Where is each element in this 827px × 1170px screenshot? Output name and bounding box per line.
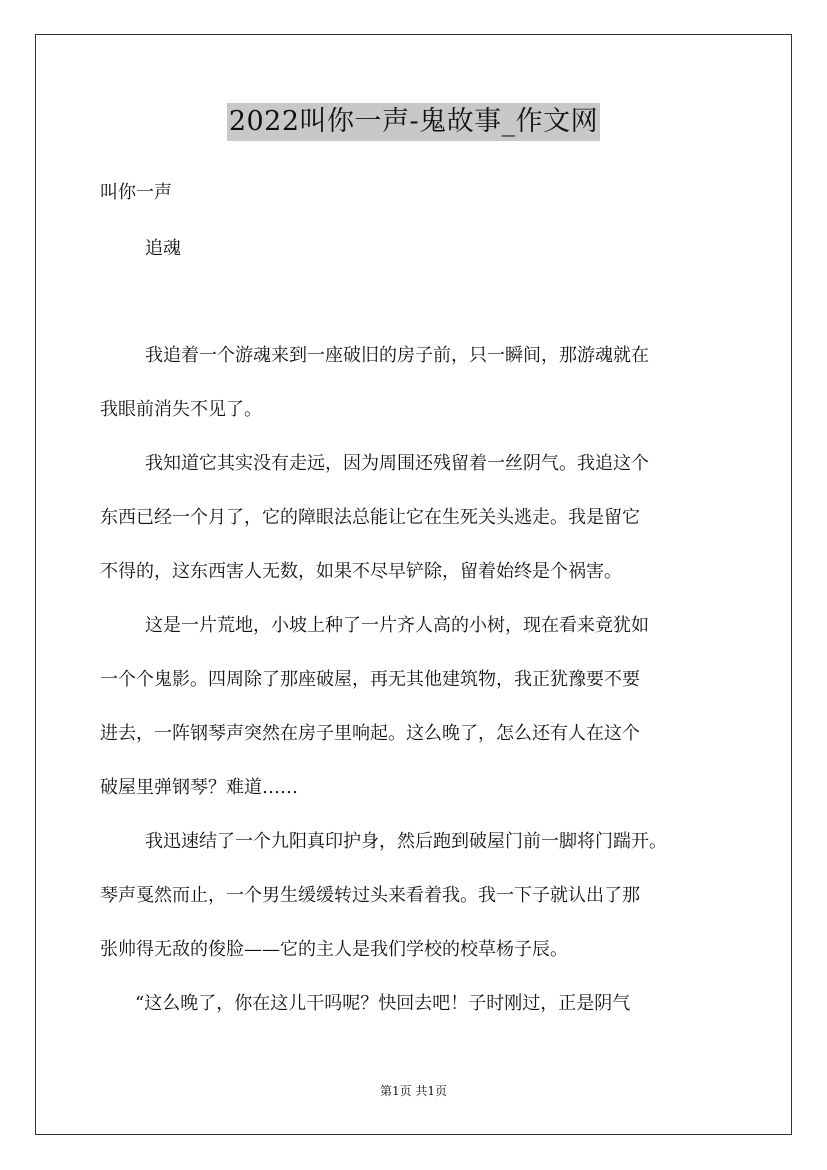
body-line: 这是一片荒地，小坡上种了一片齐人高的小树，现在看来竟犹如 [145, 615, 649, 636]
chapter-heading: 追魂 [145, 238, 181, 259]
document-title: 2022叫你一声-鬼故事_作文网 [227, 103, 600, 141]
body-line: 东西已经一个月了，它的障眼法总能让它在生死关头逃走。我是留它 [100, 507, 640, 528]
body-line: “这么晚了，你在这儿干吗呢？快回去吧！子时刚过，正是阴气 [135, 993, 631, 1014]
body-line: 进去，一阵钢琴声突然在房子里响起。这么晚了，怎么还有人在这个 [100, 723, 640, 744]
body-line: 琴声戛然而止，一个男生缓缓转过头来看着我。我一下子就认出了那 [100, 885, 640, 906]
body-line: 我眼前消失不见了。 [100, 399, 262, 420]
title-container [0, 103, 827, 141]
body-line: 我迅速结了一个九阳真印护身，然后跑到破屋门前一脚将门踹开。 [145, 831, 667, 852]
body-line: 我知道它其实没有走远，因为周围还残留着一丝阴气。我追这个 [145, 453, 649, 474]
body-line: 张帅得无敌的俊脸——它的主人是我们学校的校草杨子辰。 [100, 939, 568, 960]
body-line: 破屋里弹钢琴？难道…… [100, 777, 298, 798]
subtitle: 叫你一声 [100, 182, 172, 203]
body-line: 一个个鬼影。四周除了那座破屋，再无其他建筑物，我正犹豫要不要 [100, 669, 640, 690]
body-line: 不得的，这东西害人无数，如果不尽早铲除，留着始终是个祸害。 [100, 561, 622, 582]
page-footer: 第1页 共1页 [379, 1084, 448, 1098]
body-line: 我追着一个游魂来到一座破旧的房子前，只一瞬间，那游魂就在 [145, 345, 649, 366]
